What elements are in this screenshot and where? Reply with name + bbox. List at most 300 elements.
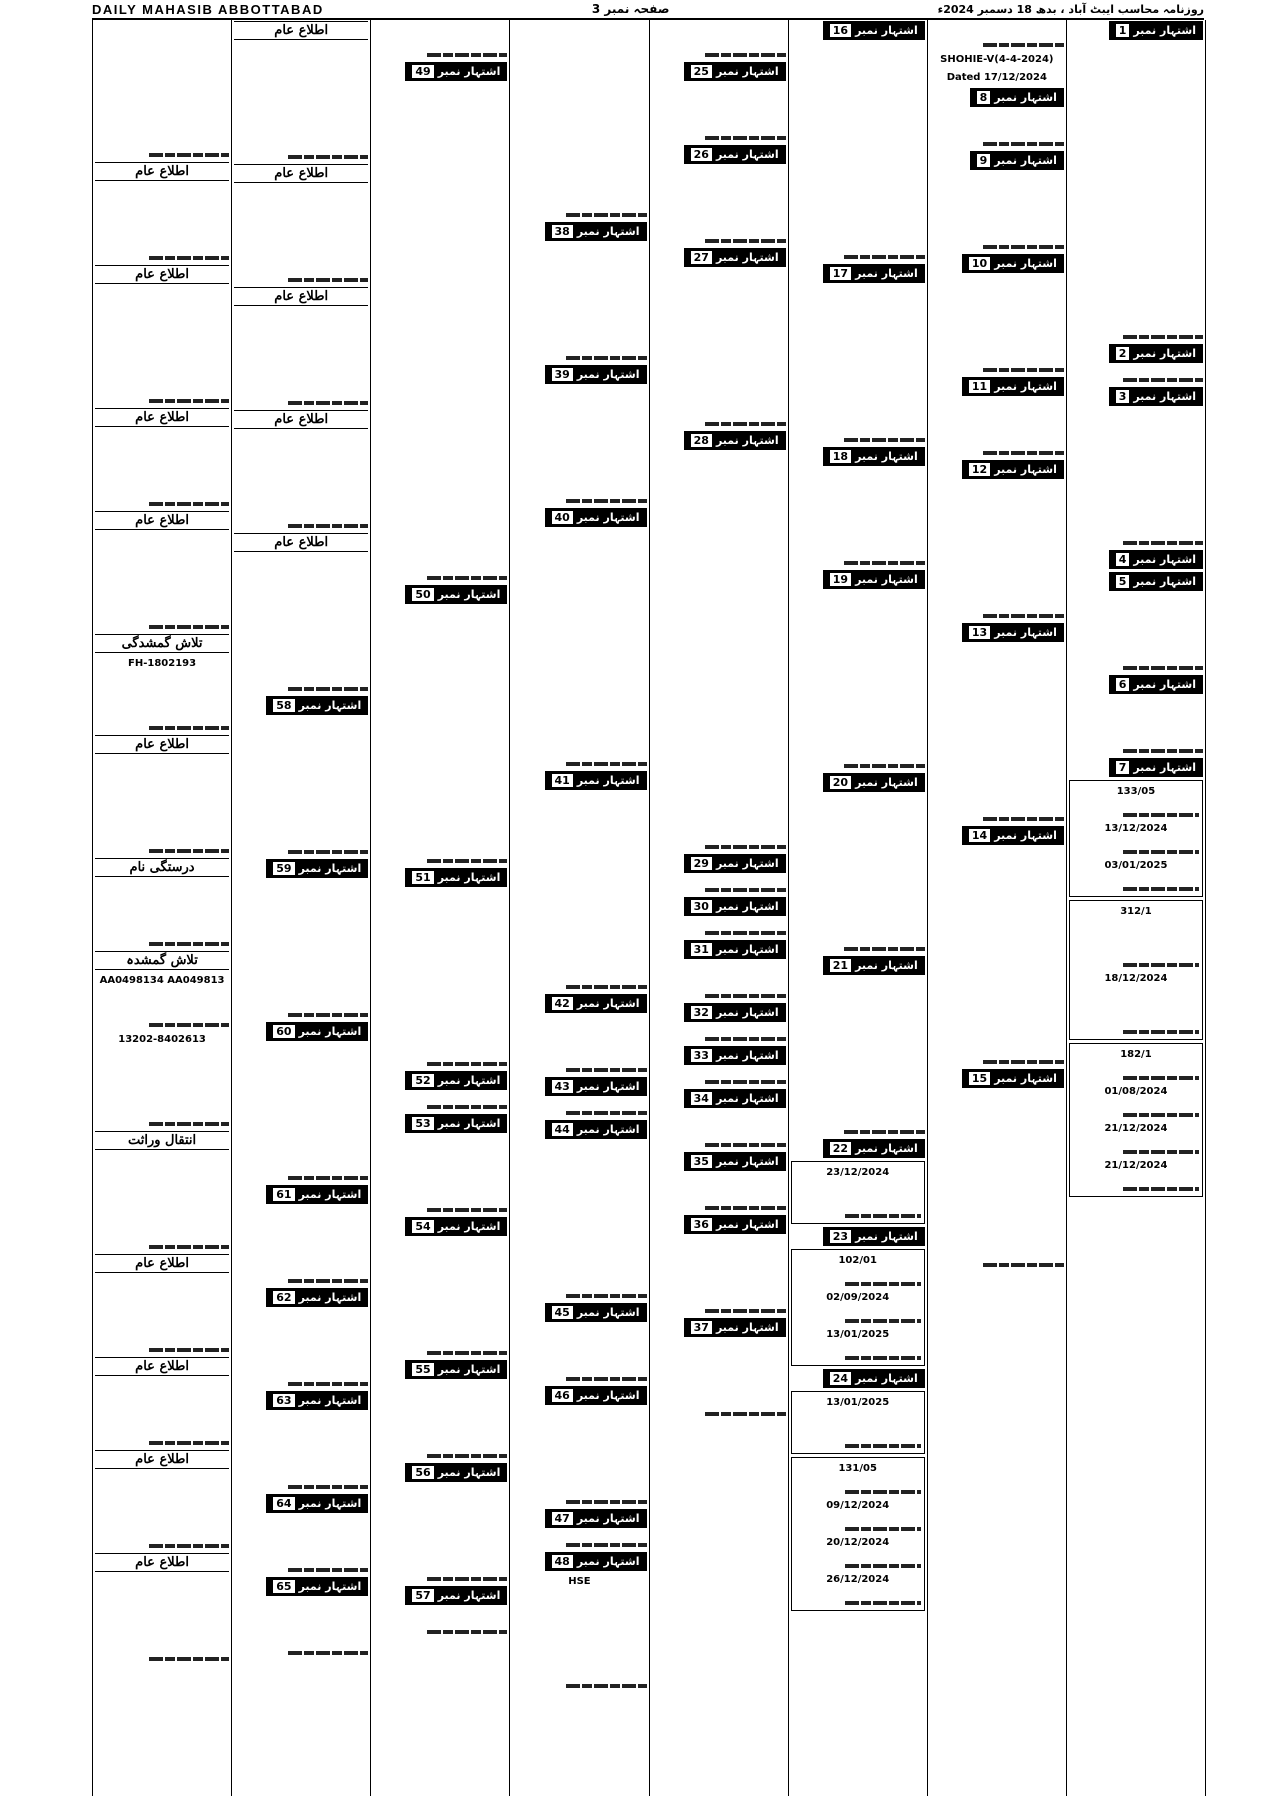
- ad-number: 14: [969, 829, 990, 842]
- text-line: [149, 399, 229, 403]
- court-notice-box: [1069, 780, 1203, 897]
- notice-text: [930, 1091, 1064, 1269]
- text-line: [845, 1282, 921, 1286]
- notice-text: [1069, 697, 1203, 755]
- ad-number-badge: [545, 1077, 647, 1096]
- court-notice-box: [791, 1249, 925, 1366]
- ad-number-badge: [684, 145, 786, 164]
- masthead-bar: [92, 0, 1204, 20]
- ad-label: اشتہار نمبر: [715, 1006, 779, 1019]
- notice-text: [791, 469, 925, 567]
- text-line: [427, 1630, 507, 1634]
- text-line: [845, 1319, 921, 1323]
- ad-label: اشتہار نمبر: [855, 573, 918, 586]
- notice-text: [1069, 409, 1203, 547]
- notice-heading: اطلاع عام: [234, 287, 368, 306]
- ad-label: اشتہار نمبر: [855, 1372, 918, 1385]
- ad-number: 33: [691, 1049, 712, 1062]
- notice-text: [930, 848, 1064, 1066]
- notice-text: [652, 919, 786, 937]
- ad-number-badge: [823, 447, 925, 466]
- notice-text: [512, 1325, 646, 1383]
- ad-number-badge: [266, 1494, 368, 1513]
- ad-number: 30: [691, 900, 712, 913]
- ad-label: اشتہار نمبر: [994, 463, 1057, 476]
- ad-label: اشتہار نمبر: [715, 1321, 779, 1334]
- ad-number-badge: [823, 570, 925, 589]
- notice-text: [234, 881, 368, 1019]
- ad-label: اشتہار نمبر: [298, 1580, 362, 1593]
- ad-label: اشتہار نمبر: [576, 1123, 640, 1136]
- text-line: [566, 1500, 646, 1504]
- ad-label: اشتہار نمبر: [1133, 575, 1196, 588]
- text-line: [288, 1279, 368, 1283]
- notice-text: [95, 430, 229, 508]
- ad-number-badge: [823, 21, 925, 40]
- text-line: [427, 1577, 507, 1581]
- ad-number: 19: [830, 573, 851, 586]
- text-line: [1123, 850, 1199, 854]
- ad-label: اشتہار نمبر: [715, 65, 779, 78]
- text-line: [288, 524, 368, 528]
- ad-number-badge: [962, 254, 1064, 273]
- text-line: [427, 1454, 507, 1458]
- ad-number-badge: [684, 897, 786, 916]
- ad-number-badge: [1109, 572, 1203, 591]
- notice-text: [652, 1174, 786, 1212]
- ad-label: اشتہار نمبر: [1133, 347, 1196, 360]
- ad-number: 49: [412, 65, 433, 78]
- text-line: [844, 255, 924, 259]
- ad-number-badge: [545, 1552, 647, 1571]
- ad-number-badge: [970, 88, 1064, 107]
- ad-number: 34: [691, 1092, 712, 1105]
- column-1: [93, 20, 232, 1796]
- case-date: 13/12/2024: [1104, 823, 1168, 834]
- ad-label: اشتہار نمبر: [576, 1389, 640, 1402]
- notice-text: [95, 533, 229, 631]
- notice-text: [95, 1472, 229, 1550]
- notice-text: [95, 1276, 229, 1354]
- notice-text: [512, 1142, 646, 1300]
- notice-text: [373, 1382, 507, 1460]
- notice-heading: اطلاع عام: [95, 1450, 229, 1469]
- ad-number: 41: [552, 774, 573, 787]
- text-line: [705, 1143, 785, 1147]
- text-line: [149, 256, 229, 260]
- case-date: 131/05: [838, 1463, 877, 1474]
- notice-text: [652, 453, 786, 851]
- ad-label: اشتہار نمبر: [437, 1589, 501, 1602]
- ad-number: 56: [412, 1466, 433, 1479]
- ad-number-badge: [1109, 387, 1203, 406]
- ad-number: 20: [830, 776, 851, 789]
- ad-number: 6: [1116, 678, 1130, 691]
- ad-label: اشتہار نمبر: [576, 1555, 640, 1568]
- ad-number: 59: [273, 862, 294, 875]
- case-date: 13/01/2025: [826, 1329, 890, 1340]
- text-line: [1123, 813, 1199, 817]
- ad-number: 25: [691, 65, 712, 78]
- page-number-label: صفحہ نمبر 3: [591, 2, 670, 16]
- case-date: 13/01/2025: [826, 1397, 890, 1408]
- ad-number: 45: [552, 1306, 573, 1319]
- case-date: 02/09/2024: [826, 1292, 890, 1303]
- ad-number: 58: [273, 699, 294, 712]
- notice-text: [95, 1575, 229, 1663]
- notice-text: [234, 718, 368, 856]
- text-line: [1123, 1076, 1199, 1080]
- notice-text: [930, 645, 1064, 823]
- ad-number: 42: [552, 997, 573, 1010]
- text-line: [1123, 1030, 1199, 1034]
- notice-heading: اطلاع عام: [95, 511, 229, 530]
- text-line: [566, 213, 646, 217]
- text-line: [705, 931, 785, 935]
- notice-heading: انتقال وراثت: [95, 1131, 229, 1150]
- ad-label: اشتہار نمبر: [576, 1306, 640, 1319]
- text-line: [1123, 541, 1203, 545]
- ad-label: اشتہار نمبر: [994, 380, 1057, 393]
- ad-number-badge: [962, 623, 1064, 642]
- ad-number-badge: [684, 1318, 786, 1337]
- court-notice-box: [1069, 1043, 1203, 1197]
- ad-number-badge: [545, 365, 647, 384]
- notice-text: [234, 555, 368, 693]
- text-line: [1123, 887, 1199, 891]
- text-line: [983, 451, 1063, 455]
- reference-code: Dated 17/12/2024: [946, 72, 1047, 83]
- notice-text: [512, 21, 646, 219]
- text-line: [845, 1444, 921, 1448]
- ad-label: اشتہار نمبر: [576, 368, 640, 381]
- ad-label: اشتہار نمبر: [715, 148, 779, 161]
- text-line: [705, 136, 785, 140]
- notice-heading: اطلاع عام: [95, 1254, 229, 1273]
- ad-number-badge: [1109, 758, 1203, 777]
- ad-label: اشتہار نمبر: [1133, 24, 1196, 37]
- text-line: [983, 43, 1063, 47]
- text-line: [983, 817, 1063, 821]
- text-line: [288, 1485, 368, 1489]
- notice-text: [234, 1413, 368, 1491]
- ad-number-badge: [545, 771, 647, 790]
- text-line: [427, 1208, 507, 1212]
- text-line: [705, 1206, 785, 1210]
- notice-text: [373, 21, 507, 59]
- ad-number: 65: [273, 1580, 294, 1593]
- notice-text: [791, 43, 925, 261]
- notice-text: [652, 1340, 786, 1418]
- ad-number: 37: [691, 1321, 712, 1334]
- ad-number-badge: [684, 248, 786, 267]
- text-line: [1123, 1113, 1199, 1117]
- ad-label: اشتہار نمبر: [855, 1230, 918, 1243]
- ad-number: 27: [691, 251, 712, 264]
- notice-text: [234, 1044, 368, 1182]
- text-line: [149, 1441, 229, 1445]
- ad-label: اشتہار نمبر: [1133, 390, 1196, 403]
- ad-label: اشتہار نمبر: [1133, 553, 1196, 566]
- notice-text: [234, 1516, 368, 1574]
- text-line: [705, 53, 785, 57]
- ad-label: اشتہار نمبر: [994, 626, 1057, 639]
- notice-heading: اطلاع عام: [234, 533, 368, 552]
- notice-text: [791, 592, 925, 770]
- text-line: [845, 1527, 921, 1531]
- ad-number-badge: [970, 151, 1064, 170]
- ad-label: اشتہار نمبر: [855, 1142, 918, 1155]
- ad-number: 31: [691, 943, 712, 956]
- text-line: [427, 1105, 507, 1109]
- notice-text: [512, 1016, 646, 1074]
- text-line: [149, 1245, 229, 1249]
- notice-text: [512, 1531, 646, 1549]
- ad-label: اشتہار نمبر: [576, 1080, 640, 1093]
- text-line: [149, 502, 229, 506]
- ad-number: 7: [1116, 761, 1130, 774]
- column-8: [1067, 20, 1205, 1796]
- ad-number: 61: [273, 1188, 294, 1201]
- text-line: [288, 155, 368, 159]
- ad-number: 57: [412, 1589, 433, 1602]
- ad-label: اشتہار نمبر: [437, 1117, 501, 1130]
- notice-text: [652, 1111, 786, 1149]
- notice-text: [1069, 594, 1203, 672]
- text-line: [705, 1037, 785, 1041]
- notice-heading: درستگی نام: [95, 858, 229, 877]
- ad-number-badge: [962, 377, 1064, 396]
- notice-heading: اطلاع عام: [95, 1357, 229, 1376]
- ad-number: 1: [1116, 24, 1130, 37]
- ad-number: 13: [969, 626, 990, 639]
- text-line: [844, 764, 924, 768]
- notice-text: [95, 991, 229, 1029]
- text-line: [983, 1060, 1063, 1064]
- case-date: 26/12/2024: [826, 1574, 890, 1585]
- ad-number-badge: [405, 1586, 507, 1605]
- case-date: 312/1: [1120, 906, 1152, 917]
- ad-number-badge: [405, 585, 507, 604]
- ad-label: اشتہار نمبر: [855, 959, 918, 972]
- notice-text: [512, 244, 646, 362]
- notice-text: [512, 1099, 646, 1117]
- ad-number: 12: [969, 463, 990, 476]
- ad-number-badge: [962, 826, 1064, 845]
- column-5: [650, 20, 789, 1796]
- ad-number-badge: [545, 1386, 647, 1405]
- notice-text: [234, 1207, 368, 1285]
- text-line: [566, 762, 646, 766]
- ad-number: 35: [691, 1155, 712, 1168]
- columns-container: [92, 20, 1206, 1796]
- ad-number-badge: [266, 1577, 368, 1596]
- ad-label: اشتہار نمبر: [298, 1188, 362, 1201]
- ad-label: اشتہار نمبر: [576, 774, 640, 787]
- ad-number: 4: [1116, 553, 1130, 566]
- ad-label: اشتہار نمبر: [715, 1049, 779, 1062]
- ad-number-badge: [266, 859, 368, 878]
- ad-label: اشتہار نمبر: [715, 251, 779, 264]
- ad-number: 50: [412, 588, 433, 601]
- ad-number: 11: [969, 380, 990, 393]
- ad-number: 15: [969, 1072, 990, 1085]
- ad-number: 53: [412, 1117, 433, 1130]
- ad-number-badge: [1109, 21, 1203, 40]
- ad-label: اشتہار نمبر: [994, 91, 1057, 104]
- ad-number: 48: [552, 1555, 573, 1568]
- column-4: [510, 20, 649, 1796]
- ad-number-badge: [405, 1071, 507, 1090]
- text-line: [983, 614, 1063, 618]
- ad-label: اشتہار نمبر: [298, 699, 362, 712]
- case-date: 03/01/2025: [1104, 860, 1168, 871]
- ad-number-badge: [1109, 675, 1203, 694]
- notice-text: [95, 880, 229, 948]
- ad-number: 5: [1116, 575, 1130, 588]
- text-line: [705, 1309, 785, 1313]
- ad-number-badge: [545, 1509, 647, 1528]
- ad-label: اشتہار نمبر: [855, 450, 918, 463]
- text-line: [844, 947, 924, 951]
- ad-number: 36: [691, 1218, 712, 1231]
- notice-text: [95, 757, 229, 855]
- ad-number-badge: [545, 508, 647, 527]
- ad-label: اشتہار نمبر: [855, 24, 918, 37]
- ad-number-badge: [405, 62, 507, 81]
- ad-label: اشتہار نمبر: [715, 857, 779, 870]
- ad-label: اشتہار نمبر: [576, 225, 640, 238]
- ad-label: اشتہار نمبر: [576, 1512, 640, 1525]
- notice-text: [512, 1592, 646, 1690]
- text-line: [149, 1657, 229, 1661]
- notice-heading: اطلاع عام: [95, 408, 229, 427]
- notice-heading: اطلاع عام: [234, 21, 368, 40]
- text-line: [845, 1356, 921, 1360]
- court-notice-box: [791, 1391, 925, 1454]
- text-line: [149, 1122, 229, 1126]
- notice-text: [930, 173, 1064, 251]
- ad-number: 2: [1116, 347, 1130, 360]
- text-line: [288, 1651, 368, 1655]
- ad-number-badge: [684, 940, 786, 959]
- ad-number-badge: [266, 1391, 368, 1410]
- ad-label: اشتہار نمبر: [437, 1074, 501, 1087]
- notice-text: [652, 21, 786, 59]
- notice-text: [373, 1239, 507, 1357]
- notice-heading: اطلاع عام: [95, 1553, 229, 1572]
- ad-number: 8: [977, 91, 991, 104]
- notice-text: [1069, 366, 1203, 384]
- ad-number: 52: [412, 1074, 433, 1087]
- ad-label: اشتہار نمبر: [994, 829, 1057, 842]
- court-notice-box: [1069, 900, 1203, 1040]
- notice-text: [791, 795, 925, 953]
- notice-text: [234, 186, 368, 284]
- text-line: [705, 888, 785, 892]
- ad-number: 54: [412, 1220, 433, 1233]
- ad-label: اشتہار نمبر: [994, 154, 1057, 167]
- notice-text: [930, 482, 1064, 620]
- text-line: [149, 1023, 229, 1027]
- text-line: [845, 1601, 921, 1605]
- text-line: [983, 142, 1063, 146]
- case-date: 133/05: [1116, 786, 1156, 797]
- notice-text: [234, 309, 368, 407]
- ad-label: اشتہار نمبر: [715, 900, 779, 913]
- ad-number-badge: [405, 1217, 507, 1236]
- ad-number-badge: [405, 1463, 507, 1482]
- case-date: 18/12/2024: [1104, 973, 1168, 984]
- text-line: [1123, 963, 1199, 967]
- ad-number: 22: [830, 1142, 851, 1155]
- reference-code: FH-1802193: [128, 658, 197, 669]
- ad-number-badge: [684, 62, 786, 81]
- notice-text: [652, 962, 786, 1000]
- masthead-english: DAILY MAHASIB ABBOTTABAD: [92, 1, 324, 17]
- notice-heading: تلاش گمشدہ: [95, 951, 229, 970]
- text-line: [566, 356, 646, 360]
- text-line: [149, 153, 229, 157]
- text-line: [705, 845, 785, 849]
- text-line: [149, 1348, 229, 1352]
- ad-label: اشتہار نمبر: [994, 257, 1057, 270]
- notice-text: [930, 110, 1064, 148]
- text-line: [983, 368, 1063, 372]
- text-line: [845, 1564, 921, 1568]
- ad-number: 51: [412, 871, 433, 884]
- court-notice-box: [791, 1457, 925, 1611]
- case-date: 182/1: [1120, 1049, 1152, 1060]
- text-line: [705, 422, 785, 426]
- notice-heading: اطلاع عام: [95, 265, 229, 284]
- text-line: [1123, 335, 1203, 339]
- ad-number: 39: [552, 368, 573, 381]
- notice-text: [652, 876, 786, 894]
- ad-number-badge: [266, 696, 368, 715]
- text-line: [288, 850, 368, 854]
- ad-number-badge: [405, 868, 507, 887]
- text-line: [427, 576, 507, 580]
- ad-number: 21: [830, 959, 851, 972]
- notice-text: [95, 1050, 229, 1128]
- text-line: [288, 1382, 368, 1386]
- notice-text: [930, 399, 1064, 457]
- notice-text: [512, 1408, 646, 1506]
- ad-number: 28: [691, 434, 712, 447]
- text-line: [566, 1294, 646, 1298]
- notice-text: [652, 270, 786, 428]
- case-date: 21/12/2024: [1104, 1123, 1168, 1134]
- ad-label: اشتہار نمبر: [298, 1025, 362, 1038]
- case-date: 21/12/2024: [1104, 1160, 1168, 1171]
- text-line: [149, 726, 229, 730]
- ad-number-badge: [266, 1185, 368, 1204]
- reference-code: HSE: [568, 1576, 591, 1587]
- text-line: [566, 1377, 646, 1381]
- ad-number-badge: [405, 1114, 507, 1133]
- text-line: [566, 1684, 646, 1688]
- ad-number: 47: [552, 1512, 573, 1525]
- text-line: [427, 1351, 507, 1355]
- text-line: [566, 985, 646, 989]
- notice-text: [95, 184, 229, 262]
- ad-number-badge: [1109, 550, 1203, 569]
- notice-text: [95, 21, 229, 159]
- notice-text: [930, 21, 1064, 49]
- notice-text: [234, 1310, 368, 1388]
- ad-label: اشتہار نمبر: [437, 65, 501, 78]
